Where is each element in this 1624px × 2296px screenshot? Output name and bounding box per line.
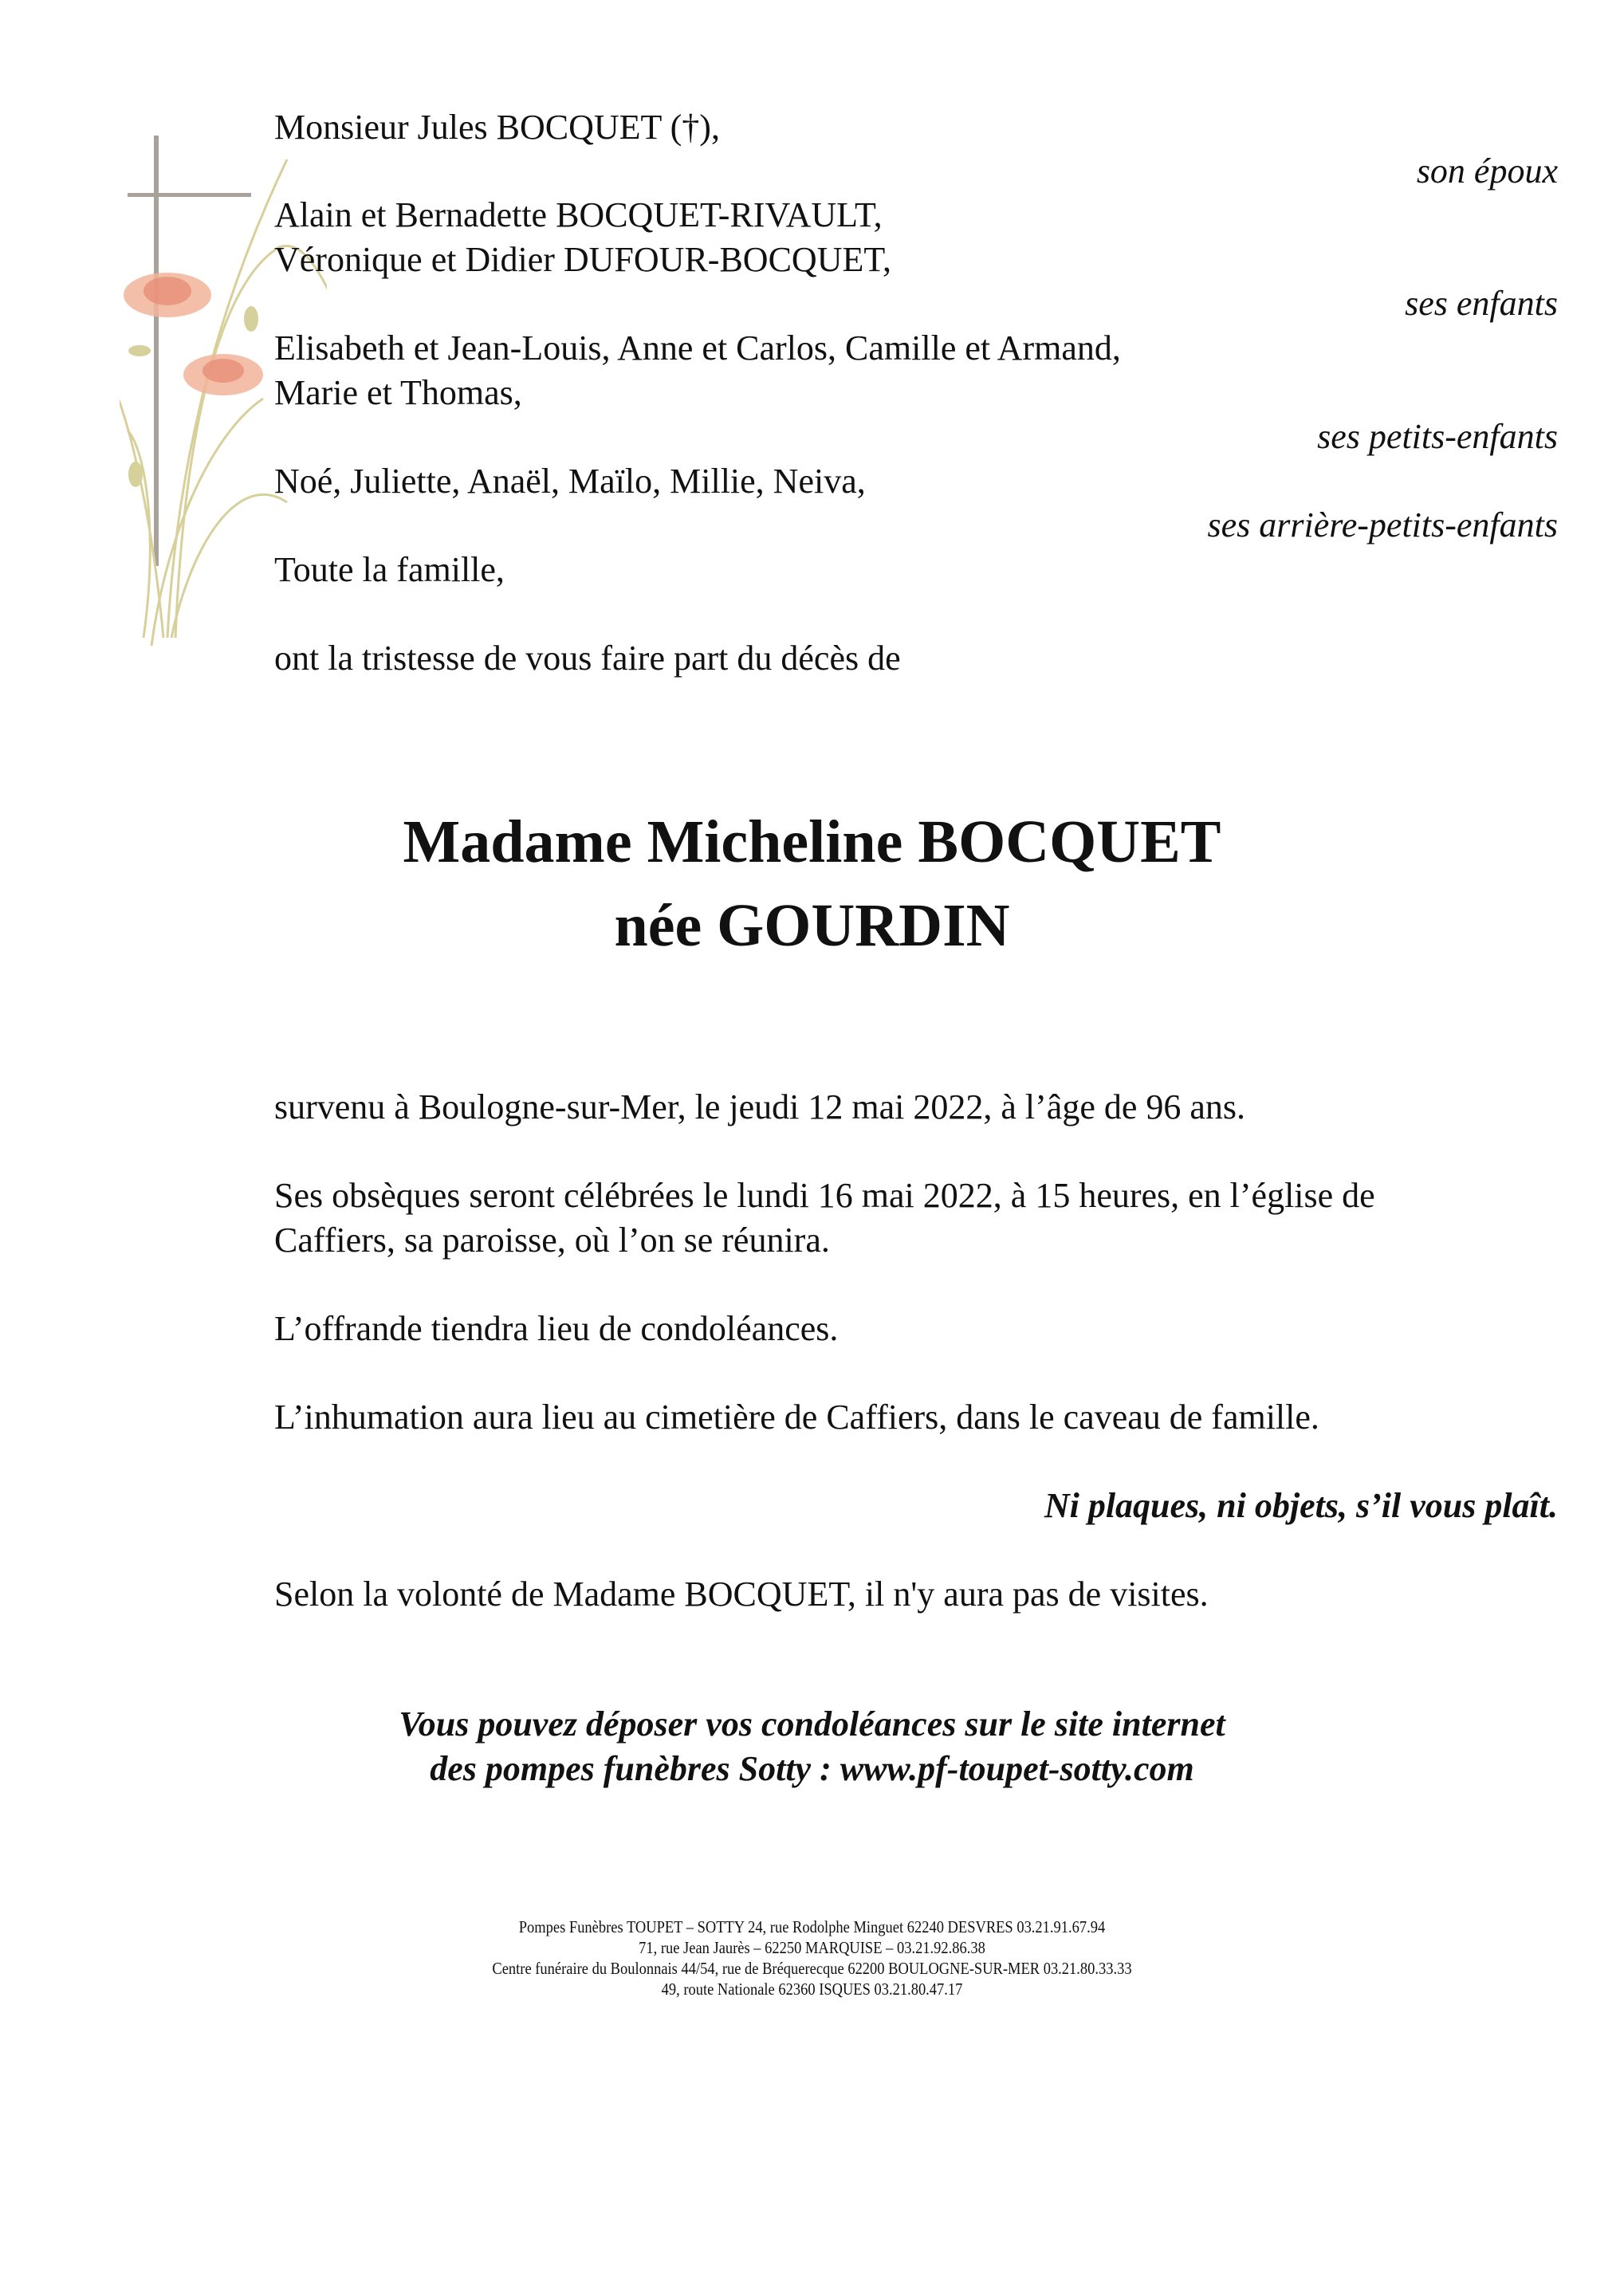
burial-details: L’inhumation aura lieu au cimetière de Caffiers, dans le caveau de famille.: [274, 1398, 1319, 1437]
footer-line: Centre funéraire du Boulonnais 44/54, rue de Bréquerecque 62200 BOULOGNE-SUR-MER 03.21.80.33.33: [492, 1959, 1132, 1978]
child-line: Alain et Bernadette BOCQUET-RIVAULT,: [274, 195, 883, 234]
footer-line: Pompes Funèbres TOUPET – SOTTY 24, rue Rodolphe Minguet 62240 DESVRES 03.21.91.67.94: [518, 1917, 1106, 1936]
poppy-icon: [183, 354, 263, 395]
funeral-details: Caffiers, sa paroisse, où l’on se réunira.: [274, 1221, 830, 1260]
grandchildren-line: Elisabeth et Jean-Louis, Anne et Carlos, Camille et Armand,: [274, 328, 1121, 368]
announcement-line: ont la tristesse de vous faire part du décès de: [274, 639, 901, 678]
footer-line: 49, route Nationale 62360 ISQUES 03.21.80.47.17: [661, 1980, 963, 1999]
condolences-website: des pompes funèbres Sotty : www.pf-toupet-sotty.com: [430, 1749, 1194, 1788]
offering-note: L’offrande tiendra lieu de condoléances.: [274, 1309, 839, 1348]
no-flowers-note: Ni plaques, ni objets, s’il vous plaît.: [1044, 1486, 1558, 1525]
grandchildren-role: ses petits-enfants: [1317, 417, 1558, 456]
great-grandchildren-line: Noé, Juliette, Anaël, Maïlo, Millie, Neiva,: [274, 462, 866, 501]
children-role: ses enfants: [1405, 284, 1558, 323]
spouse-role: son époux: [1416, 151, 1558, 191]
death-details: survenu à Boulogne-sur-Mer, le jeudi 12 mai 2022, à l’âge de 96 ans.: [274, 1087, 1246, 1126]
child-line: Véronique et Didier DUFOUR-BOCQUET,: [274, 240, 891, 279]
condolences-line: Vous pouvez déposer vos condoléances sur le site internet: [399, 1704, 1225, 1744]
funeral-details: Ses obsèques seront célébrées le lundi 16 mai 2022, à 15 heures, en l’église de: [274, 1176, 1375, 1215]
whole-family-line: Toute la famille,: [274, 550, 505, 589]
poppy-icon: [124, 273, 211, 317]
no-visits-note: Selon la volonté de Madame BOCQUET, il n'y aura pas de visites.: [274, 1575, 1209, 1614]
spouse-line: Monsieur Jules BOCQUET (†),: [274, 108, 720, 147]
grandchildren-line: Marie et Thomas,: [274, 373, 522, 412]
deceased-maiden-name: née GOURDIN: [614, 892, 1010, 959]
great-grandchildren-role: ses arrière-petits-enfants: [1207, 505, 1558, 545]
deceased-name: Madame Micheline BOCQUET: [403, 808, 1221, 875]
footer-line: 71, rue Jean Jaurès – 62250 MARQUISE – 03.21.92.86.38: [639, 1938, 985, 1957]
